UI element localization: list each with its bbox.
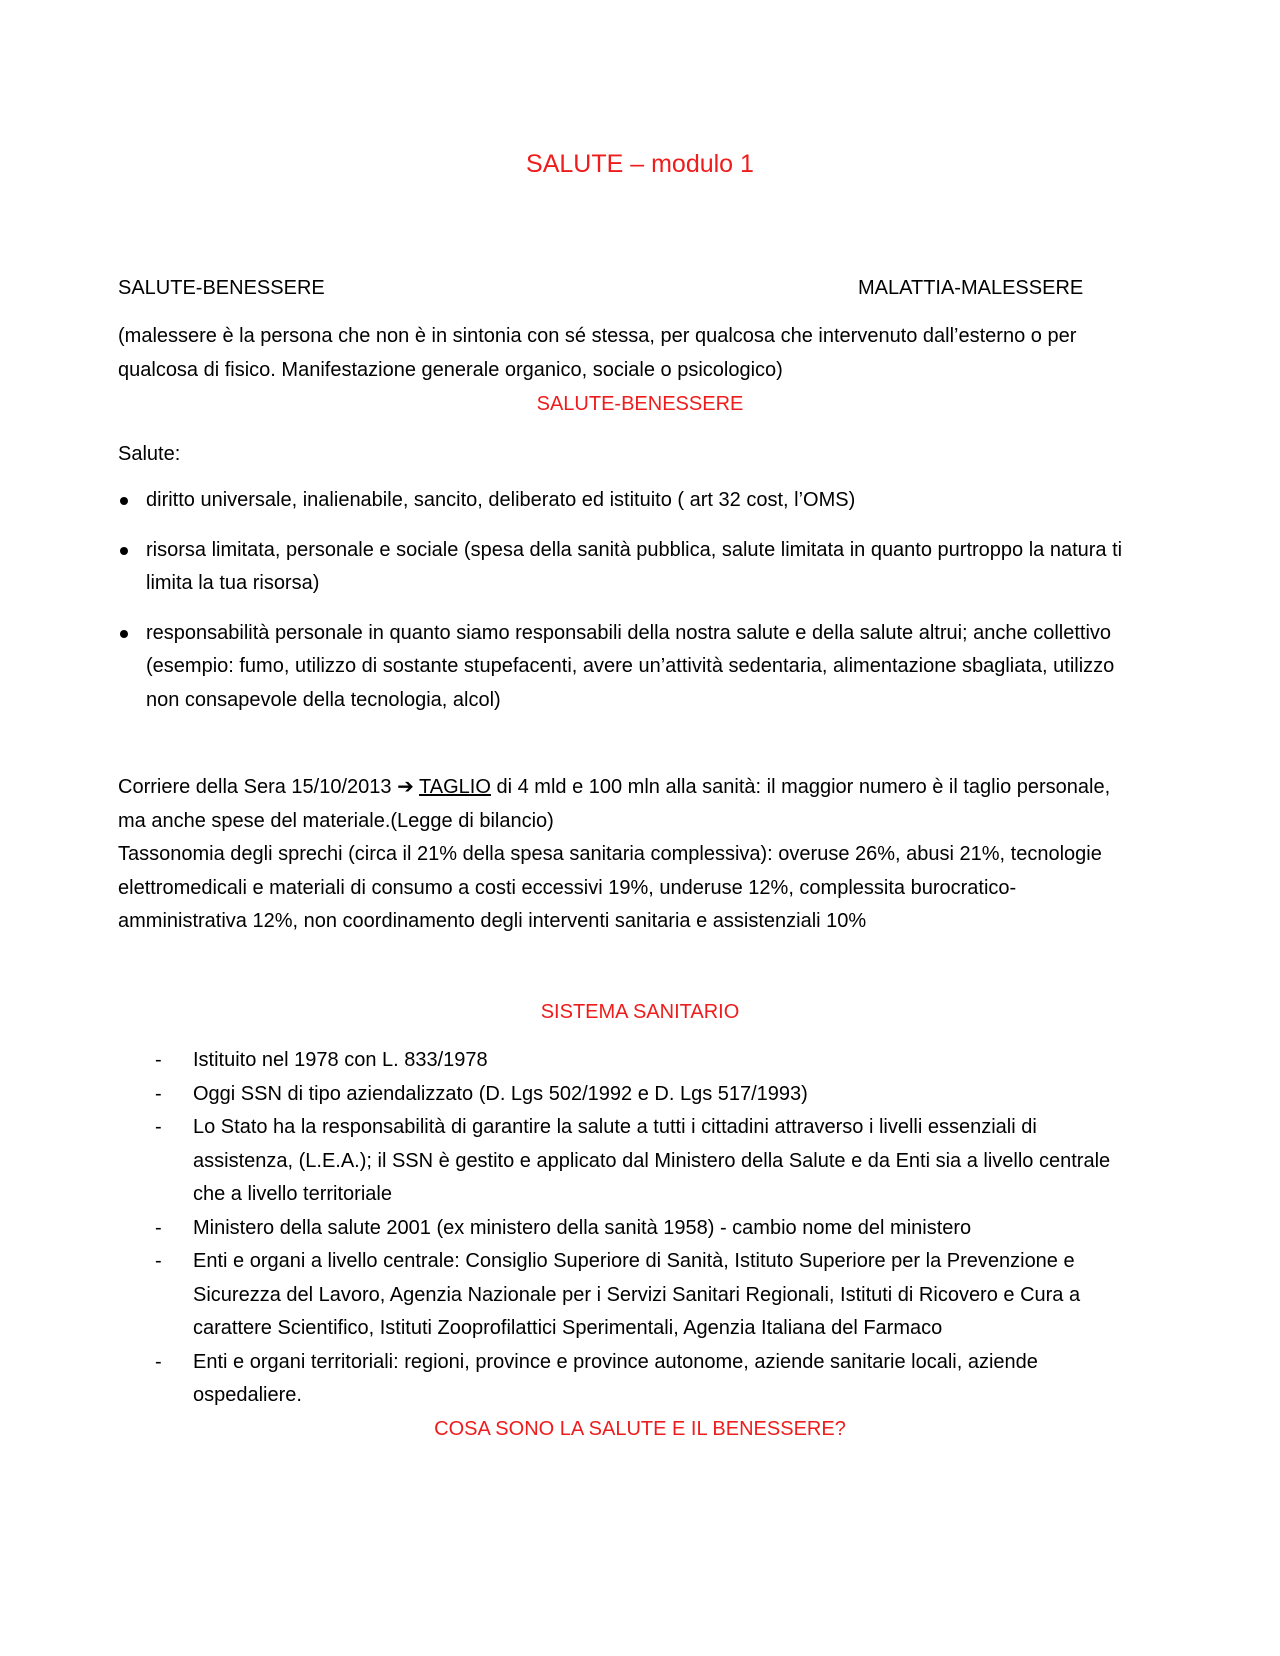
salute-label: Salute: (118, 443, 181, 465)
news-text: di 4 mld e 100 mln alla sanità: il maggior numero è il taglio personale, ma anche spese del materiale.(Legge di bilancio) (118, 776, 1111, 832)
list-item (118, 617, 1138, 718)
intro-paragraph: (malessere è la persona che non è in sintonia con sé stessa, per qualcosa che intervenuto dall’esterno o per qualcosa di fisico. Manifestazione generale organico, sociale o psicologico) (118, 325, 1077, 381)
bullet-text: responsabilità personale in quanto siamo responsabili della nostra salute e della salute altrui; anche collettivo (esempio: fumo, utilizzo di sostante stupefacenti, avere un’attività sedentaria, alimentazione sbagliata, utilizzo non consapevole della tecnologia, alcol) (146, 621, 1115, 711)
dash-marker: - (155, 1116, 162, 1138)
item-text: Istituito nel 1978 con L. 833/1978 (193, 1049, 488, 1071)
dash-marker: - (155, 1350, 162, 1373)
bullet-icon (120, 497, 128, 505)
list-item (118, 1245, 1138, 1346)
section-heading-sistema-sanitario: SISTEMA SANITARIO (540, 1001, 740, 1023)
taxonomy-text: Tassonomia degli sprechi (circa il 21% della spesa sanitaria complessiva): overuse 26%, abusi 21%, tecnologie elettromedicali e materiali di consumo a costi eccessivi 19%, underuse 12%, complessita burocratico-amministrativa 12%, non coordinamento degli interventi sanitaria e assistenziali 10% (118, 843, 1102, 932)
column-labels (118, 272, 1138, 306)
salute-bullet-list (118, 484, 1138, 733)
arrow-right-icon: ➔ (397, 776, 414, 798)
document-title: SALUTE – modulo 1 (526, 150, 754, 178)
label-salute-benessere: SALUTE-BENESSERE (118, 277, 325, 299)
item-text: Lo Stato ha la responsabilità di garantire la salute a tutti i cittadini attraverso i livelli essenziali di assistenza, (L.E.A.); il SSN è gestito e applicato dal Ministero della Salute e da Enti sia a livello centrale che a livello territoriale (193, 1116, 1111, 1205)
list-item (118, 1078, 1138, 1112)
news-source: Corriere della Sera 15/10/2013 (118, 776, 392, 798)
bullet-text: risorsa limitata, personale e sociale (spesa della sanità pubblica, salute limitata in quanto purtroppo la natura ti limita la tua risorsa) (146, 538, 1123, 594)
section-heading-cosa-sono: COSA SONO LA SALUTE E IL BENESSERE? (434, 1418, 846, 1440)
list-item (118, 484, 1138, 518)
item-text: Oggi SSN di tipo aziendalizzato (D. Lgs 502/1992 e D. Lgs 517/1993) (193, 1082, 808, 1105)
dash-marker: - (155, 1049, 162, 1071)
news-keyword: TAGLIO (419, 776, 491, 798)
list-item (118, 1346, 1138, 1413)
section-heading-salute-benessere: SALUTE-BENESSERE (536, 393, 744, 415)
list-item (118, 534, 1138, 601)
list-item (118, 1111, 1138, 1212)
label-malattia-malessere: MALATTIA-MALESSERE (858, 277, 1084, 299)
item-text: Enti e organi territoriali: regioni, province e province autonome, aziende sanitarie locali, aziende ospedaliere. (193, 1350, 1038, 1406)
bullet-text: diritto universale, inalienabile, sancito, deliberato ed istituito ( art 32 cost, l’OMS) (146, 489, 856, 511)
news-paragraph (118, 771, 1138, 939)
bullet-icon (120, 547, 128, 555)
dash-marker: - (155, 1216, 162, 1239)
dash-marker: - (155, 1082, 162, 1105)
dash-marker: - (155, 1250, 162, 1272)
sistema-sanitario-list (118, 1044, 1138, 1413)
bullet-icon (120, 630, 128, 638)
item-text: Enti e organi a livello centrale: Consiglio Superiore di Sanità, Istituto Superiore per la Prevenzione e Sicurezza del Lavoro, Agenzia Nazionale per i Servizi Sanitari Regionali, Istituti di Ricovero e Cura a carattere Scientifico, Istituti Zooprofilattici Sperimentali, Agenzia Italiana del Farmaco (193, 1250, 1081, 1339)
list-item (118, 1212, 1138, 1246)
list-item (118, 1044, 1138, 1078)
item-text: Ministero della salute 2001 (ex ministero della sanità 1958) - cambio nome del ministero (193, 1216, 972, 1239)
